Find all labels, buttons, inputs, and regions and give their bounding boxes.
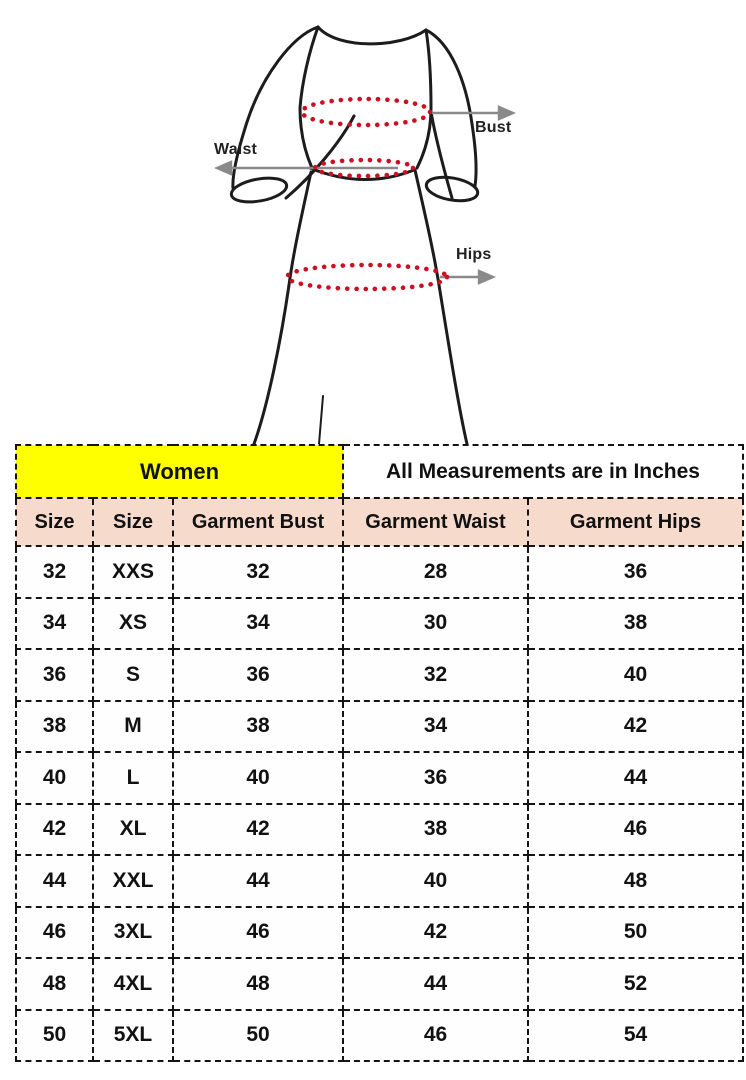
group-header-row: [16, 445, 743, 498]
bust-label: Bust: [475, 119, 512, 136]
table-cell: 46: [343, 1010, 528, 1062]
skirt-right-edge: [415, 170, 467, 444]
table-cell: 42: [16, 804, 93, 856]
table-cell: 44: [16, 855, 93, 907]
table-cell: 48: [173, 958, 343, 1010]
table-cell: 32: [343, 649, 528, 701]
waist-arrowhead: [217, 162, 231, 174]
table-cell: 40: [343, 855, 528, 907]
table-row: [16, 855, 743, 907]
table-cell: M: [93, 701, 173, 753]
table-cell: XXL: [93, 855, 173, 907]
units-header-cell: All Measurements are in Inches: [343, 445, 743, 498]
right-shoulder-seam: [426, 30, 431, 108]
table-cell: 34: [343, 701, 528, 753]
column-header-cell: Garment Waist: [343, 498, 528, 546]
table-cell: 36: [16, 649, 93, 701]
table-cell: 36: [173, 649, 343, 701]
table-cell: 32: [173, 546, 343, 598]
neckline: [318, 27, 426, 44]
table-cell: 40: [528, 649, 743, 701]
right-sleeve-inner: [431, 112, 452, 198]
column-header-cell: Garment Bust: [173, 498, 343, 546]
bust-measure-ellipse: [302, 99, 430, 125]
table-cell: 44: [343, 958, 528, 1010]
table-row: [16, 1010, 743, 1062]
table-cell: 40: [16, 752, 93, 804]
left-sleeve-inner: [286, 116, 354, 198]
table-cell: 52: [528, 958, 743, 1010]
column-header-cell: Size: [93, 498, 173, 546]
column-header-cell: Size: [16, 498, 93, 546]
hips-arrowhead: [479, 271, 493, 283]
skirt-fold-line: [319, 396, 323, 444]
waist-label: Waist: [214, 141, 258, 158]
table-cell: 46: [528, 804, 743, 856]
size-table: [15, 444, 744, 1062]
table-cell: 48: [16, 958, 93, 1010]
table-row: [16, 546, 743, 598]
table-row: [16, 649, 743, 701]
table-cell: 36: [343, 752, 528, 804]
table-cell: 3XL: [93, 907, 173, 959]
bust-arrowhead: [499, 107, 513, 119]
dress-measurement-diagram: [0, 0, 746, 444]
table-row: [16, 907, 743, 959]
right-cuff: [424, 174, 479, 205]
table-cell: 46: [16, 907, 93, 959]
column-header-cell: Garment Hips: [528, 498, 743, 546]
skirt-left-edge: [254, 172, 311, 444]
table-cell: 46: [173, 907, 343, 959]
column-header-row: [16, 498, 743, 546]
dress-outline-drawing: [0, 0, 746, 444]
hips-measure-ellipse: [287, 265, 447, 289]
table-cell: L: [93, 752, 173, 804]
table-cell: 54: [528, 1010, 743, 1062]
table-cell: 5XL: [93, 1010, 173, 1062]
table-row: [16, 752, 743, 804]
women-header-cell: Women: [16, 445, 343, 498]
right-sleeve-outer: [426, 30, 476, 186]
table-cell: 28: [343, 546, 528, 598]
table-cell: 38: [173, 701, 343, 753]
table-cell: 42: [528, 701, 743, 753]
table-row: [16, 804, 743, 856]
table-cell: 44: [173, 855, 343, 907]
table-cell: 44: [528, 752, 743, 804]
table-row: [16, 701, 743, 753]
table-row: [16, 598, 743, 650]
table-cell: XXS: [93, 546, 173, 598]
table-cell: 50: [173, 1010, 343, 1062]
table-cell: 38: [343, 804, 528, 856]
table-cell: XL: [93, 804, 173, 856]
hips-label: Hips: [456, 246, 492, 263]
table-cell: 40: [173, 752, 343, 804]
table-row: [16, 958, 743, 1010]
table-cell: 50: [16, 1010, 93, 1062]
table-cell: S: [93, 649, 173, 701]
bodice-left-edge: [300, 108, 312, 168]
table-cell: 50: [528, 907, 743, 959]
table-cell: 30: [343, 598, 528, 650]
table-cell: XS: [93, 598, 173, 650]
table-cell: 36: [528, 546, 743, 598]
table-cell: 32: [16, 546, 93, 598]
table-cell: 4XL: [93, 958, 173, 1010]
table-cell: 38: [16, 701, 93, 753]
table-cell: 34: [16, 598, 93, 650]
table-cell: 48: [528, 855, 743, 907]
table-cell: 42: [343, 907, 528, 959]
left-shoulder-seam: [300, 27, 318, 108]
left-cuff: [230, 174, 289, 205]
table-cell: 34: [173, 598, 343, 650]
table-cell: 42: [173, 804, 343, 856]
table-cell: 38: [528, 598, 743, 650]
